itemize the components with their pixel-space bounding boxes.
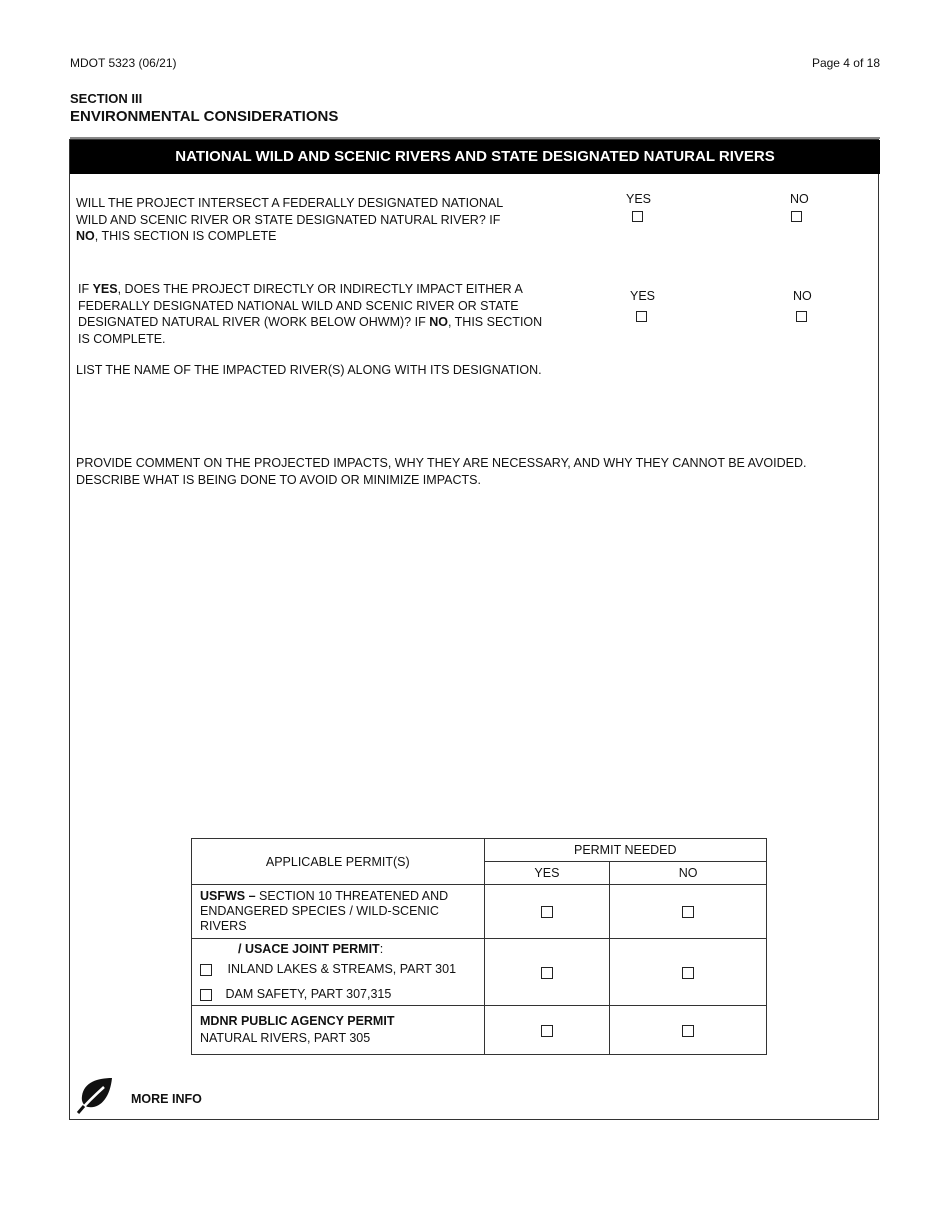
q1-yes-label: YES [626, 192, 652, 206]
inland-lakes-checkbox[interactable] [200, 964, 212, 976]
table-row [192, 939, 767, 1006]
q1-text-end: , THIS SECTION IS COMPLETE [94, 229, 277, 243]
permit-joint [192, 939, 485, 1006]
joint-yes-checkbox[interactable] [541, 967, 553, 979]
usfws-label: USFWS – [200, 889, 256, 903]
page-number: Page 4 of 18 [811, 56, 880, 70]
usfws-yes-checkbox[interactable] [541, 906, 553, 918]
q1-no-label: NO [790, 192, 809, 206]
mdnr-no-checkbox[interactable] [682, 1025, 694, 1037]
permits-header-row [192, 839, 767, 862]
q2-no-checkbox[interactable] [796, 311, 807, 322]
joint-permit-label: / USACE JOINT PERMIT [238, 942, 380, 956]
form-id: MDOT 5323 (06/21) [70, 56, 177, 70]
dam-safety-checkbox[interactable] [200, 989, 212, 1001]
q2-yes-label: YES [630, 289, 656, 303]
joint-permit-colon: : [379, 942, 384, 956]
question-2 [78, 281, 548, 347]
table-row [192, 885, 767, 939]
q1-no-bold: NO [76, 229, 95, 243]
comment-prompt-line-1: PROVIDE COMMENT ON THE PROJECTED IMPACTS, WHY THEY ARE NECESSARY, AND WHY THEY CANNOT BE AVOIDED. [76, 456, 807, 470]
comment-prompt [76, 455, 866, 488]
mdnr-label: MDNR PUBLIC AGENCY PERMIT [200, 1014, 395, 1028]
q2-yes-bold: YES [92, 282, 118, 296]
section-number: SECTION III [70, 91, 143, 106]
q2-no-label: NO [793, 289, 812, 303]
section-title: ENVIRONMENTAL CONSIDERATIONS [70, 108, 339, 125]
list-rivers-prompt: LIST THE NAME OF THE IMPACTED RIVER(S) ALONG WITH ITS DESIGNATION. [76, 363, 542, 377]
joint-no-checkbox[interactable] [682, 967, 694, 979]
mdnr-text: NATURAL RIVERS, PART 305 [200, 1031, 371, 1045]
question-1 [76, 195, 521, 245]
band-title: NATIONAL WILD AND SCENIC RIVERS AND STATE DESIGNATED NATURAL RIVERS [70, 140, 880, 174]
usfws-no-checkbox[interactable] [682, 906, 694, 918]
q1-yes-checkbox[interactable] [632, 211, 643, 222]
table-row [192, 1006, 767, 1055]
permit-mdnr [192, 1006, 485, 1055]
col-header-no: NO [610, 862, 767, 885]
more-info-link[interactable]: MORE INFO [131, 1092, 202, 1106]
q2-text-3: , THIS SECTION IS COMPLETE. [78, 315, 543, 346]
leaf-icon[interactable] [76, 1076, 114, 1114]
col-header-yes: YES [484, 862, 610, 885]
permit-usfws [192, 885, 485, 939]
usfws-text: SECTION 10 THREATENED AND ENDANGERED SPECIES / WILD-SCENIC RIVERS [200, 889, 449, 933]
q1-no-checkbox[interactable] [791, 211, 802, 222]
col-header-permit-needed: PERMIT NEEDED [484, 839, 766, 862]
q1-text: WILL THE PROJECT INTERSECT A FEDERALLY DESIGNATED NATIONAL WILD AND SCENIC RIVER OR STATE DESIGNATED NATURAL RIVER? IF [76, 196, 503, 227]
q2-yes-checkbox[interactable] [636, 311, 647, 322]
q2-text-1: IF [78, 282, 93, 296]
comment-field[interactable] [76, 492, 866, 822]
q2-no-bold: NO [429, 315, 448, 329]
dam-safety-label: DAM SAFETY, PART 307,315 [225, 987, 392, 1001]
comment-prompt-line-2: DESCRIBE WHAT IS BEING DONE TO AVOID OR MINIMIZE IMPACTS. [76, 472, 481, 487]
col-header-permits: APPLICABLE PERMIT(S) [192, 839, 485, 885]
mdnr-yes-checkbox[interactable] [541, 1025, 553, 1037]
list-rivers-field[interactable] [76, 382, 866, 442]
permits-table [191, 838, 767, 1055]
inland-lakes-label: INLAND LAKES & STREAMS, PART 301 [227, 962, 457, 976]
q2-text-2: , DOES THE PROJECT DIRECTLY OR INDIRECTLY IMPACT EITHER A FEDERALLY DESIGNATED NATIONAL WILD AND SCENIC RIVER OR STATE DESIGNATED NATURAL RIVER (WORK BELOW OHWM)? IF [78, 282, 523, 329]
